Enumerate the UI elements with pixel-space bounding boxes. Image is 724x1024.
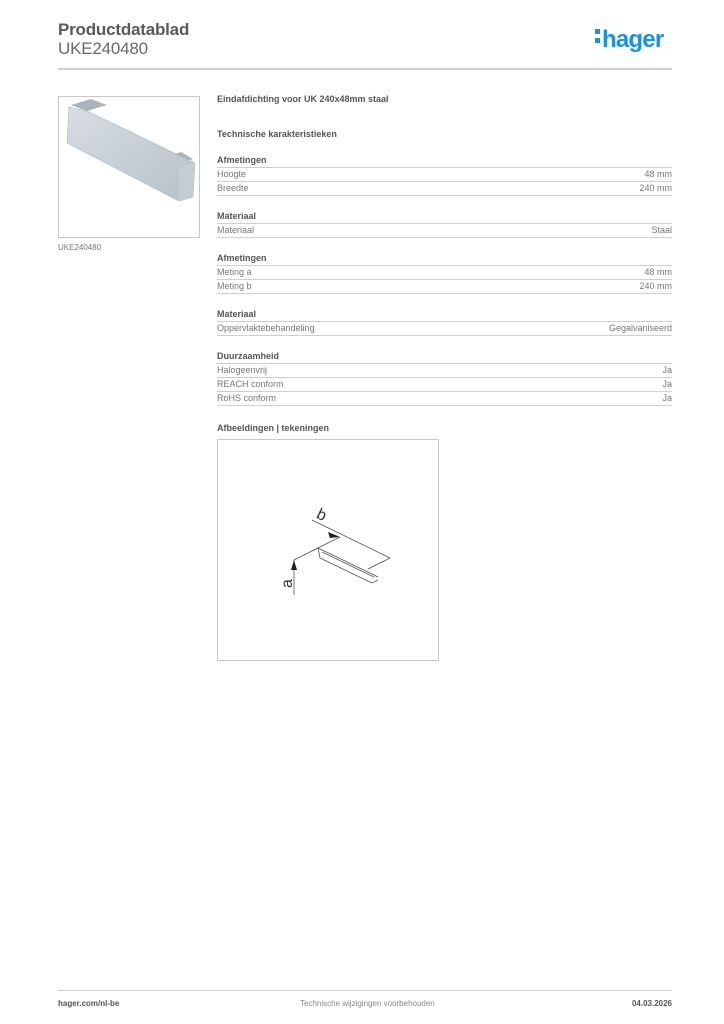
spec-group-sustainability bbox=[217, 350, 672, 406]
spec-row bbox=[217, 322, 672, 336]
spec-group-measurements bbox=[217, 252, 672, 294]
spec-label: Halogeenvrij bbox=[217, 365, 268, 375]
spec-row bbox=[217, 168, 672, 182]
technical-characteristics-heading: Technische karakteristieken bbox=[217, 129, 337, 139]
spec-group-dimensions bbox=[217, 154, 672, 196]
spec-value: Ja bbox=[662, 379, 672, 389]
dimension-drawing-icon bbox=[218, 440, 438, 660]
spec-row bbox=[217, 378, 672, 392]
product-photo-icon bbox=[59, 97, 199, 237]
spec-label: Hoogte bbox=[217, 169, 247, 179]
spec-row bbox=[217, 182, 672, 196]
website-link[interactable]: hager.com/nl-be bbox=[58, 999, 120, 1008]
spec-row bbox=[217, 266, 672, 280]
spec-group-material bbox=[217, 210, 672, 238]
product-code: UKE240480 bbox=[58, 39, 148, 58]
svg-text:b: b bbox=[313, 505, 330, 525]
spec-value: Ja bbox=[662, 393, 672, 403]
spec-label: Meting b bbox=[217, 281, 252, 291]
svg-text:a: a bbox=[279, 579, 296, 588]
technical-drawing bbox=[217, 439, 439, 661]
product-image bbox=[58, 96, 200, 238]
spec-group-title: Materiaal bbox=[217, 210, 672, 224]
spec-label: Materiaal bbox=[217, 225, 255, 235]
spec-value: 48 mm bbox=[644, 169, 672, 179]
spec-label: Breedte bbox=[217, 183, 249, 193]
footer-divider bbox=[58, 990, 672, 991]
spec-value: Staal bbox=[651, 225, 672, 235]
spec-group-title: Duurzaamheid bbox=[217, 350, 672, 364]
spec-row bbox=[217, 392, 672, 406]
spec-value: 48 mm bbox=[644, 267, 672, 277]
spec-label: Meting a bbox=[217, 267, 252, 277]
spec-group-title: Materiaal bbox=[217, 308, 672, 322]
spec-row bbox=[217, 280, 672, 294]
spec-group-title: Afmetingen bbox=[217, 252, 672, 266]
spec-label: RoHS conform bbox=[217, 393, 277, 403]
hager-logo bbox=[595, 26, 663, 54]
document-title: Productdatablad bbox=[58, 20, 190, 39]
spec-row bbox=[217, 224, 672, 238]
spec-row bbox=[217, 364, 672, 378]
document-date: 04.03.2026 bbox=[631, 999, 672, 1008]
logo-text: hager bbox=[602, 26, 664, 53]
logo-colon-icon bbox=[595, 25, 600, 46]
spec-value: Ja bbox=[662, 365, 672, 375]
spec-value: 240 mm bbox=[639, 281, 672, 291]
images-drawings-heading: Afbeeldingen | tekeningen bbox=[217, 423, 330, 433]
footer-notice: Technische wijzigingen voorbehouden bbox=[300, 999, 435, 1008]
spec-value: Gegalvaniseerd bbox=[608, 323, 672, 333]
product-image-caption: UKE240480 bbox=[58, 243, 102, 252]
product-description: Eindafdichting voor UK 240x48mm staal bbox=[217, 94, 389, 104]
header-divider bbox=[58, 68, 672, 70]
spec-group-surface bbox=[217, 308, 672, 336]
spec-label: Oppervlaktebehandeling bbox=[217, 323, 315, 333]
spec-label: REACH conform bbox=[217, 379, 284, 389]
spec-value: 240 mm bbox=[639, 183, 672, 193]
spec-section bbox=[217, 94, 672, 434]
spec-group-title: Afmetingen bbox=[217, 154, 672, 168]
